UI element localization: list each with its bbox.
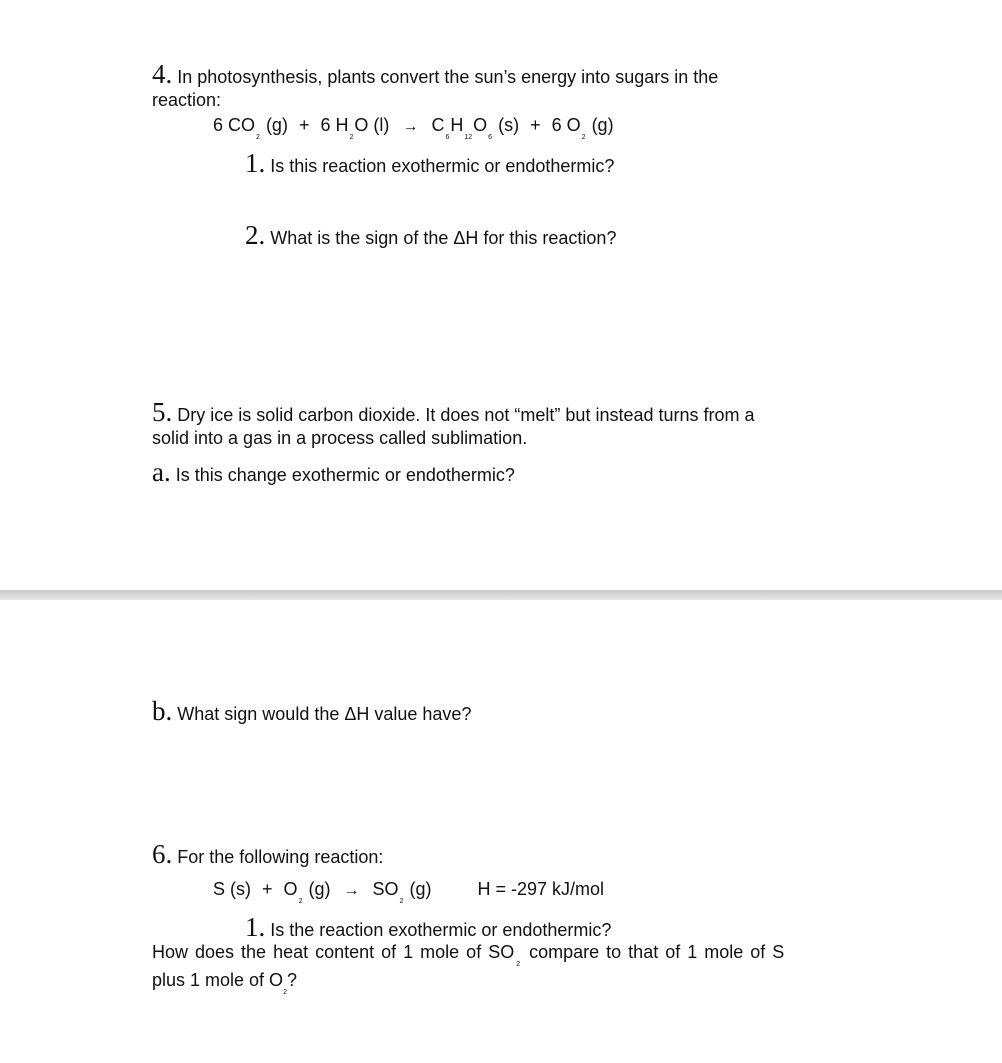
page-divider bbox=[0, 590, 1002, 600]
question-4-sub1: 1. Is this reaction exothermic or endothermic? bbox=[245, 148, 615, 178]
question-4-number: 4. bbox=[152, 59, 173, 89]
question-6-sub1: 1. Is the reaction exothermic or endothermic? bbox=[245, 912, 612, 942]
question-6-followup-line2: plus 1 mole of $O_2$? bbox=[152, 970, 297, 996]
question-5-line1: 5. Dry ice is solid carbon dioxide. It does not “melt” but instead turns from a bbox=[152, 397, 755, 427]
reaction-arrow: → bbox=[343, 882, 360, 899]
question-4-line1 bbox=[152, 59, 719, 89]
question-6-number: 6. bbox=[152, 839, 173, 869]
question-5-number: 5. bbox=[152, 397, 173, 427]
reaction-arrow: → bbox=[402, 118, 419, 135]
question-5-a: a. Is this change exothermic or endothermic? bbox=[152, 457, 515, 487]
question-4-text: In photosynthesis, plants convert the sun’s energy into sugars in the bbox=[177, 67, 719, 87]
question-4-sub2: 2. What is the sign of the ΔH for this reaction? bbox=[245, 220, 617, 250]
question-4-line2: reaction: bbox=[152, 90, 222, 110]
question-6-followup-line1: How does the heat content of 1 mole of $SO_2$ compare to that of 1 mole of S bbox=[152, 942, 785, 968]
enthalpy-value: H = -297 kJ/mol bbox=[477, 879, 605, 899]
question-5-b: b. What sign would the ΔH value have? bbox=[152, 696, 472, 726]
photosynthesis-equation: 6 $CO_2$ (g) + 6 $H_2O$ $(l) \to C_6H_{12}O_6$ (s) + 6 $O_2$ (g) bbox=[213, 115, 614, 141]
worksheet-page-2 bbox=[0, 600, 1002, 1063]
question-6-line: 6. For the following reaction: bbox=[152, 839, 384, 869]
sulfur-equation: S $(s) + O_2$ $(g) \to SO_2$ (g) H = -297 kJ/mol bbox=[213, 879, 605, 905]
question-5-line2: solid into a gas in a process called sublimation. bbox=[152, 428, 528, 448]
